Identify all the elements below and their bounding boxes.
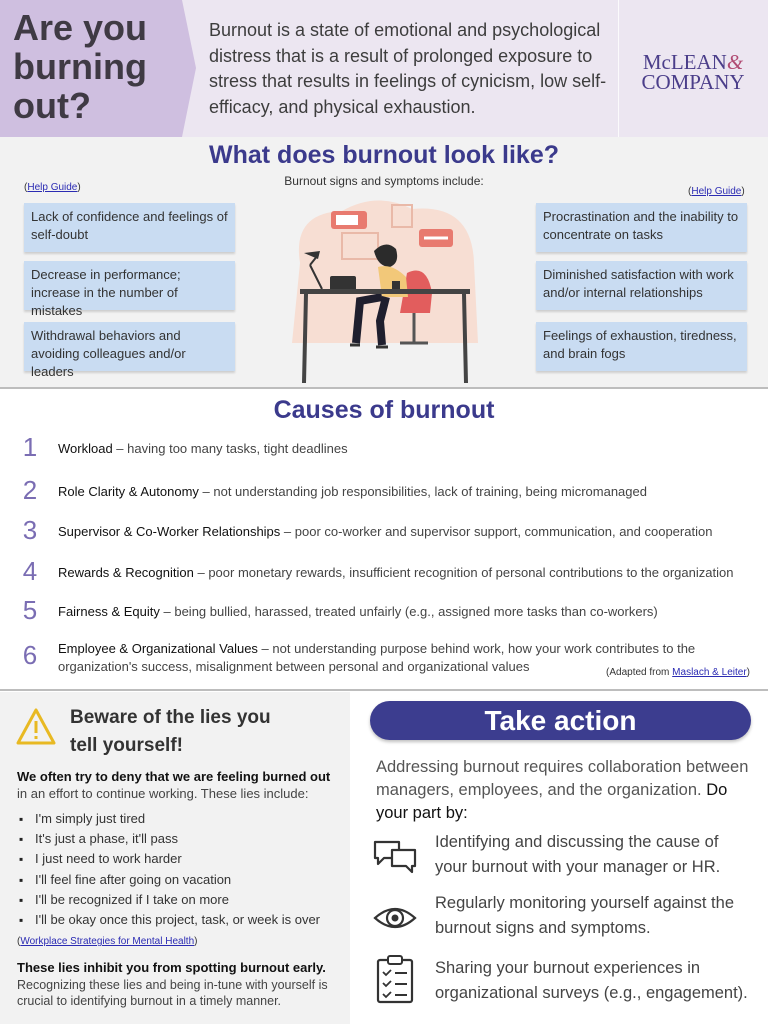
list-item: ▪ I'll be recognized if I take on more — [17, 890, 342, 910]
burnout-definition: Burnout is a state of emotional and psychological distress that is a result of prolonged exposure to stress that results in feelings of cynicism, low self-efficacy, and physical exhaustion. — [209, 20, 607, 117]
causes-title: Causes of burnout — [273, 396, 495, 424]
action-text: Regularly monitoring yourself against the burnout signs and symptoms. — [435, 894, 734, 937]
signs-subtitle: Burnout signs and symptoms include: — [284, 174, 484, 188]
workplace-strategies-link[interactable]: Workplace Strategies for Mental Health — [20, 936, 195, 947]
cause-label: Supervisor & Co-Worker Relationships — [58, 524, 281, 539]
cause-description: poor monetary rewards, insufficient recognition of personal contributions to the organization — [208, 565, 734, 580]
exhausted-worker-illustration — [282, 193, 487, 388]
cause-label: Fairness & Equity — [58, 604, 160, 619]
sign-box-right-1: Procrastination and the inability to concentrate on tasks — [536, 203, 747, 252]
header-divider — [618, 0, 619, 137]
lies-title: Beware of the lies you tell yourself! — [70, 707, 271, 756]
lies-panel — [0, 692, 350, 1024]
header — [0, 0, 768, 137]
logo-ampersand: & — [726, 50, 744, 74]
company-logo — [626, 52, 760, 92]
cause-text: Role Clarity & Autonomy – not understanding job responsibilities, lack of training, being micromanaged — [58, 484, 647, 499]
lies-intro-rest: in an effort to continue working. These lies include: — [17, 786, 309, 801]
signs-section — [0, 137, 768, 388]
action-text: Sharing your burnout experiences in organizational surveys (e.g., engagement). — [435, 959, 748, 1002]
list-item: ▪ I'll be okay once this project, task, or week is over — [17, 910, 342, 930]
cause-number: 3 — [22, 515, 38, 545]
action-intro-text: Addressing burnout requires collaboration between managers, employees, and the organization. — [376, 758, 749, 799]
list-item: ▪ I'm simply just tired — [17, 809, 342, 829]
help-guide-link-left[interactable]: Help Guide — [27, 182, 78, 193]
lies-paragraph: Recognizing these lies and being in-tune with yourself is crucial to identifying burnout in a timely manner. — [17, 978, 328, 1008]
adapted-prefix: Adapted from — [609, 667, 670, 678]
cause-description: not understanding job responsibilities, lack of training, being micromanaged — [213, 484, 647, 499]
cause-text: Workload – having too many tasks, tight deadlines — [58, 441, 348, 456]
cause-text: Fairness & Equity – being bullied, harassed, treated unfairly (e.g., assigned more tasks than co-workers) — [58, 604, 658, 619]
lies-list — [17, 809, 342, 930]
chat-bubbles-icon — [372, 832, 418, 878]
help-guide-right: (Help Guide) — [688, 186, 745, 197]
cause-description: poor co-worker and supervisor support, communication, and cooperation — [294, 524, 713, 539]
sign-box-left-1: Lack of confidence and feelings of self-doubt — [24, 203, 235, 252]
lies-intro-bold: We often try to deny that we are feeling burned out — [17, 769, 331, 784]
signs-title: What does burnout look like? — [209, 141, 559, 169]
eye-icon — [372, 895, 418, 941]
list-item: ▪ I'll feel fine after going on vacation — [17, 870, 342, 890]
help-guide-link-right[interactable]: Help Guide — [691, 186, 742, 197]
help-guide-left: (Help Guide) — [24, 182, 81, 193]
logo-text-mclean: McLEAN — [642, 50, 727, 74]
cause-description: being bullied, harassed, treated unfairly (e.g., assigned more tasks than co-workers) — [174, 604, 658, 619]
cause-text: Employee & Organizational Values – not understanding purpose behind work, how your work contributes to the organization's success, misalignment between personal and organizational values — [58, 641, 696, 674]
section-divider-2 — [0, 689, 768, 691]
lies-source: (Workplace Strategies for Mental Health) — [17, 936, 198, 947]
sign-box-left-2: Decrease in performance; increase in the number of mistakes — [24, 261, 235, 310]
cause-label: Rewards & Recognition — [58, 565, 194, 580]
logo-text-company: COMPANY — [641, 70, 745, 94]
action-text: Identifying and discussing the cause of your burnout with your manager or HR. — [435, 833, 721, 876]
sign-box-right-2: Diminished satisfaction with work and/or internal relationships — [536, 261, 747, 310]
list-item: ▪ It's just a phase, it'll pass — [17, 829, 342, 849]
cause-number: 5 — [22, 595, 38, 625]
cause-label: Employee & Organizational Values — [58, 641, 258, 656]
cause-number: 4 — [22, 556, 38, 586]
action-intro-bold: Do your part by: — [376, 781, 728, 822]
maslach-leiter-link[interactable]: Maslach & Leiter — [672, 667, 747, 678]
section-divider-1 — [0, 387, 768, 389]
sign-box-left-3: Withdrawal behaviors and avoiding colleagues and/or leaders — [24, 322, 235, 371]
cause-label: Workload — [58, 441, 113, 456]
cause-number: 1 — [22, 432, 38, 462]
list-item: ▪ I just need to work harder — [17, 849, 342, 869]
adapted-from-citation: (Adapted from Maslach & Leiter) — [606, 667, 750, 678]
take-action-banner: Take action — [370, 701, 751, 740]
lies-intro — [17, 768, 342, 802]
cause-label: Role Clarity & Autonomy — [58, 484, 199, 499]
lies-bold-statement: These lies inhibit you from spotting burnout early. — [17, 960, 326, 975]
warning-icon — [16, 708, 56, 746]
action-intro — [376, 756, 751, 825]
cause-description: not understanding purpose behind work, how your work contributes to the organization's success, misalignment between personal and organizational values — [58, 641, 696, 674]
cause-number: 6 — [22, 640, 38, 670]
cause-text: Supervisor & Co-Worker Relationships – poor co-worker and supervisor support, communication, and cooperation — [58, 524, 713, 539]
cause-number: 2 — [22, 475, 38, 505]
cause-text: Rewards & Recognition – poor monetary rewards, insufficient recognition of personal contributions to the organization — [58, 565, 734, 580]
cause-description: having too many tasks, tight deadlines — [127, 441, 348, 456]
page-title: Are you burning out? — [13, 7, 148, 126]
clipboard-checklist-icon — [372, 954, 418, 1004]
sign-box-right-3: Feelings of exhaustion, tiredness, and brain fogs — [536, 322, 747, 371]
